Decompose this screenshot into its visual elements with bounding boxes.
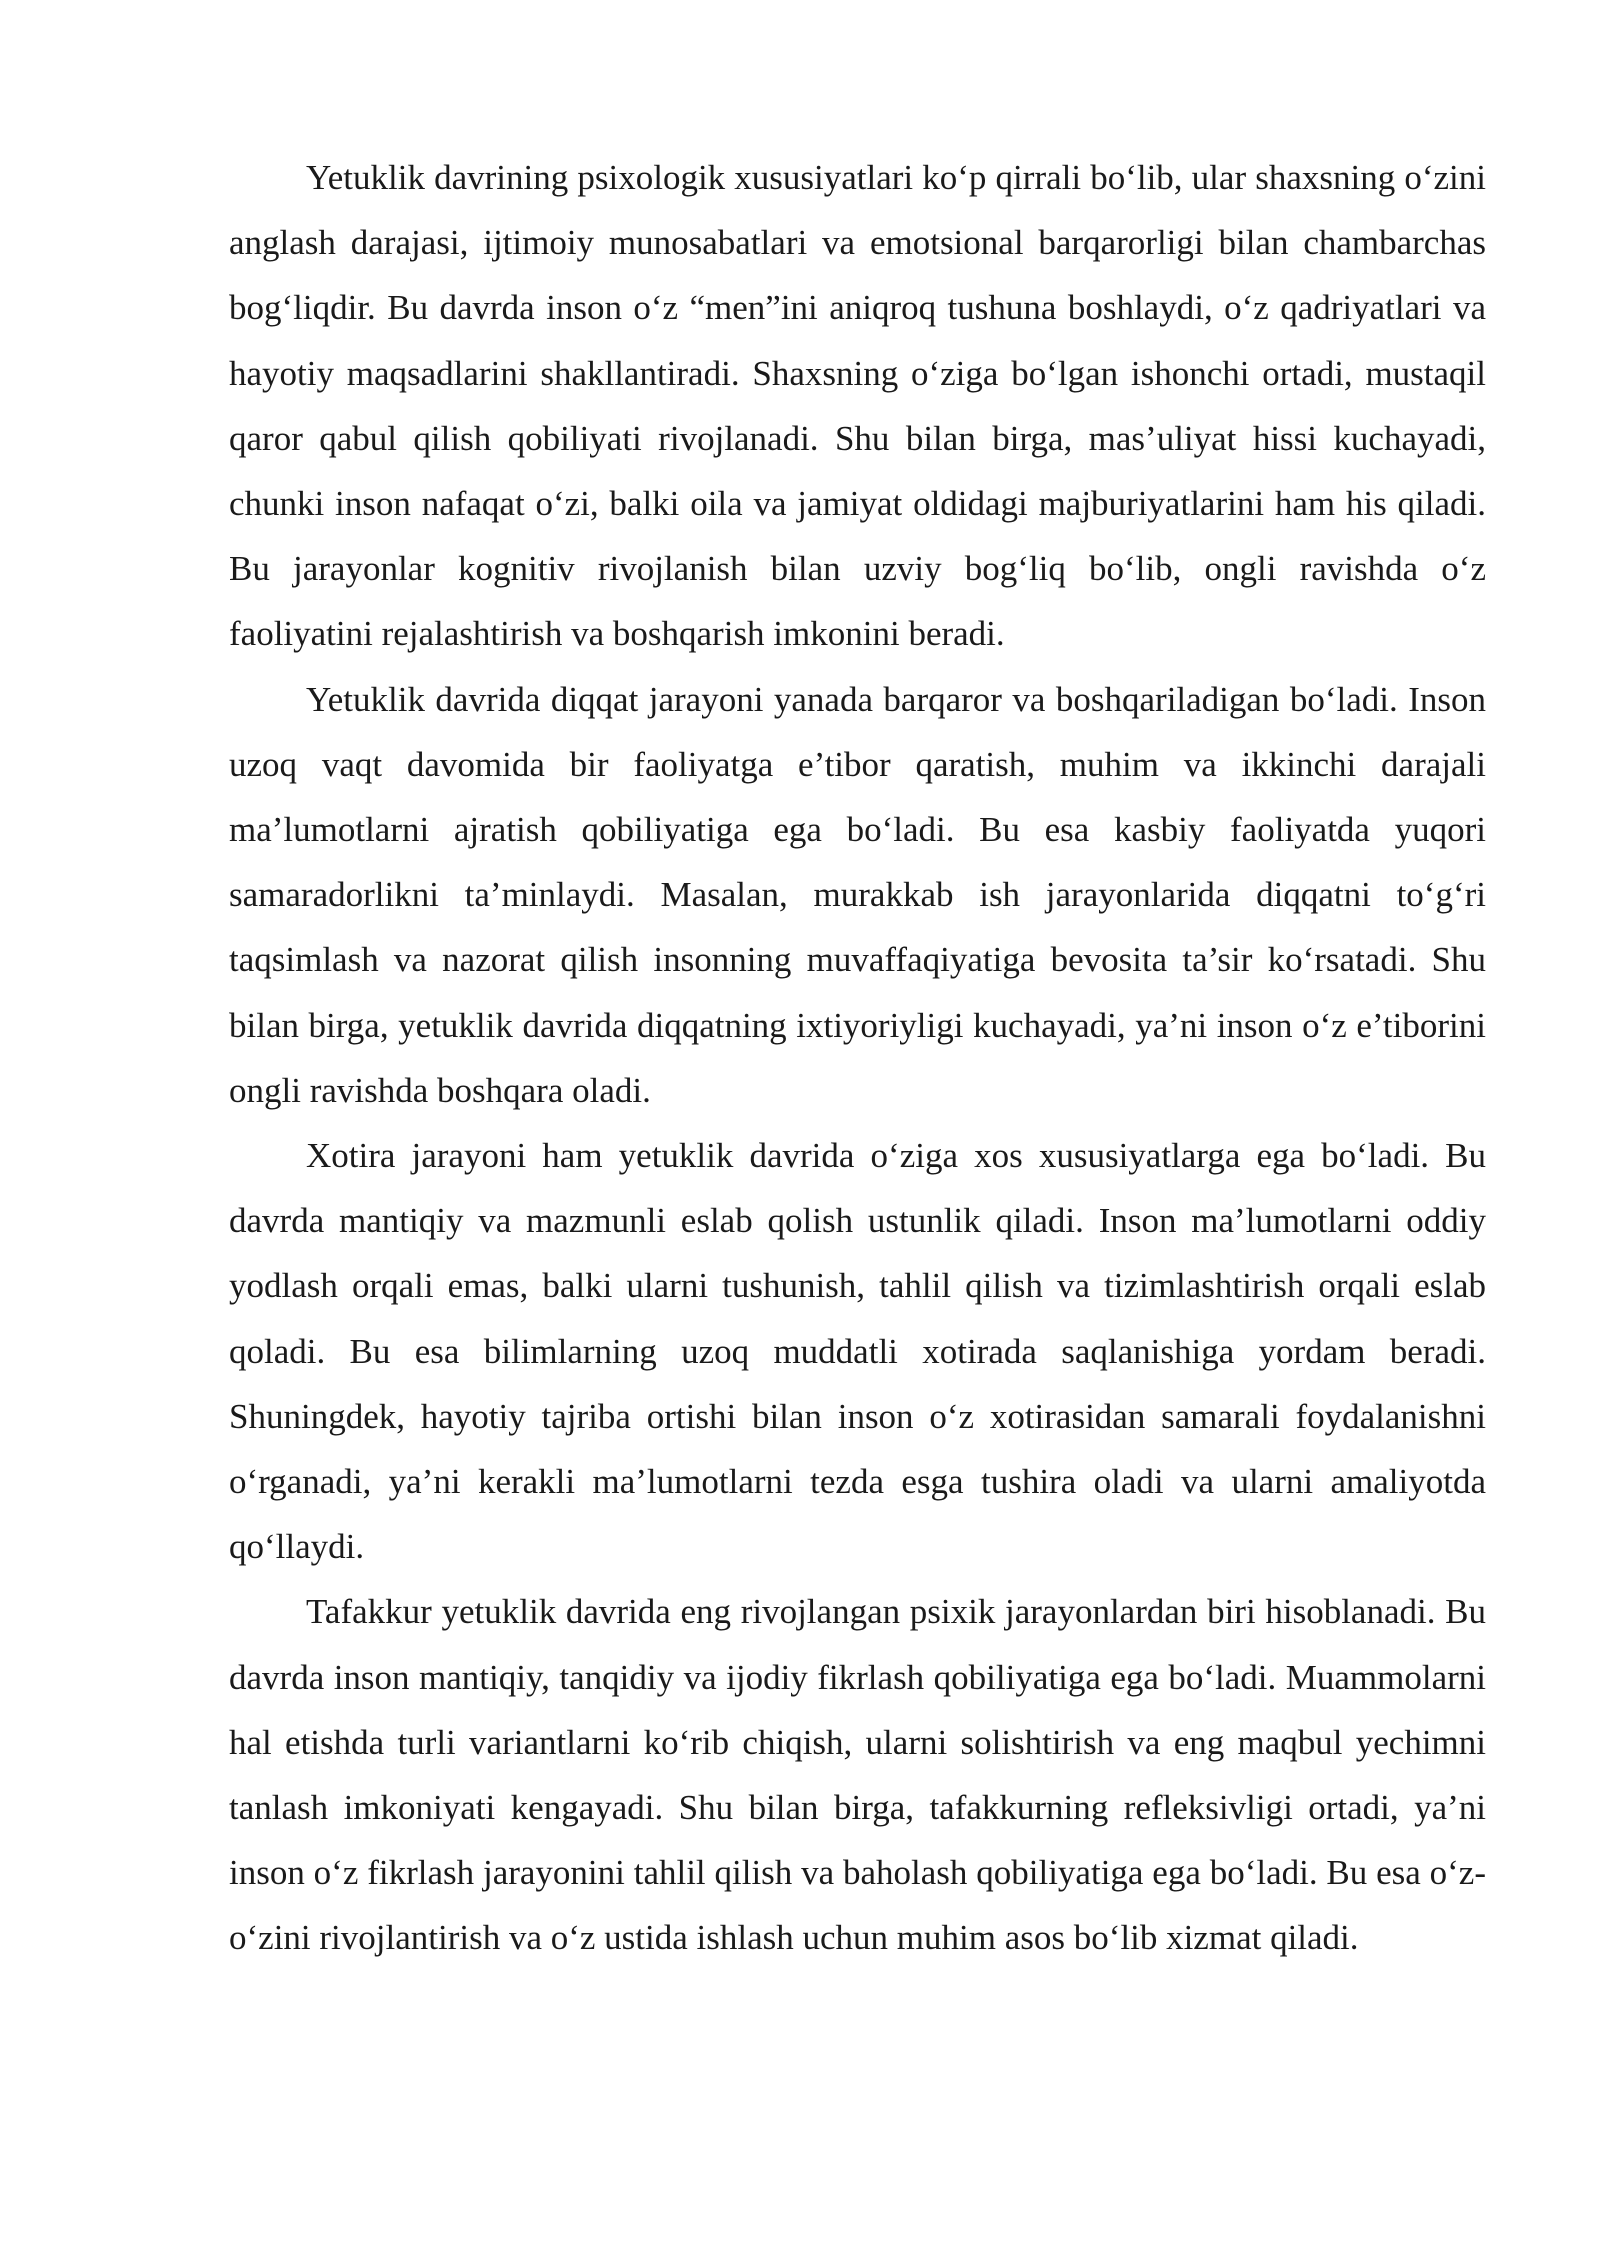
document-body — [229, 145, 1486, 1971]
paragraph-thinking: Tafakkur yetuklik davrida eng rivojlangan psixik jarayonlardan biri hisoblanadi. Bu davrda inson mantiqiy, tanqidiy va ijodiy fikrlash qobiliyatiga ega bo‘ladi. Muammolarni hal etishda turli variantlarni ko‘rib chiqish, ularni solishtirish va eng maqbul yechimni tanlash imkoniyati kengayadi. Shu bilan birga, tafakkurning refleksivligi ortadi, ya’ni inson o‘z fikrlash jarayonini tahlil qilish va baholash qobiliyatiga ega bo‘ladi. Bu esa o‘z-o‘zini rivojlantirish va o‘z ustida ishlash uchun muhim asos bo‘lib xizmat qiladi. — [229, 1592, 1486, 1958]
paragraph-attention: Yetuklik davrida diqqat jarayoni yanada barqaror va boshqariladigan bo‘ladi. Inson uzoq vaqt davomida bir faoliyatga e’tibor qaratish, muhim va ikkinchi darajali ma’lumotlarni ajratish qobiliyatiga ega bo‘ladi. Bu esa kasbiy faoliyatda yuqori samaradorlikni ta’minlaydi. Masalan, murakkab ish jarayonlarida diqqatni to‘g‘ri taqsimlash va nazorat qilish insonning muvaffaqiyatiga bevosita ta’sir ko‘rsatadi. Shu bilan birga, yetuklik davrida diqqatning ixtiyoriyligi kuchayadi, ya’ni inson o‘z e’tiborini ongli ravishda boshqara oladi. — [229, 679, 1486, 1110]
paragraph-personality-traits: Yetuklik davrining psixologik xususiyatlari ko‘p qirrali bo‘lib, ular shaxsning o‘zini anglash darajasi, ijtimoiy munosabatlari va emotsional barqarorligi bilan chambarchas bog‘liqdir. Bu davrda inson o‘z “men”ini aniqroq tushuna boshlaydi, o‘z qadriyatlari va hayotiy maqsadlarini shakllantiradi. Shaxsning o‘ziga bo‘lgan ishonchi ortadi, mustaqil qaror qabul qilish qobiliyati rivojlanadi. Shu bilan birga, mas’uliyat hissi kuchayadi, chunki inson nafaqat o‘zi, balki oila va jamiyat oldidagi majburiyatlarini ham his qiladi. Bu jarayonlar kognitiv rivojlanish bilan uzviy bog‘liq bo‘lib, ongli ravishda o‘z faoliyatini rejalashtirish va boshqarish imkonini beradi. — [229, 158, 1486, 654]
paragraph-memory: Xotira jarayoni ham yetuklik davrida o‘ziga xos xususiyatlarga ega bo‘ladi. Bu davrda mantiqiy va mazmunli eslab qolish ustunlik qiladi. Inson ma’lumotlarni oddiy yodlash orqali emas, balki ularni tushunish, tahlil qilish va tizimlashtirish orqali eslab qoladi. Bu esa bilimlarning uzoq muddatli xotirada saqlanishiga yordam beradi. Shuningdek, hayotiy tajriba ortishi bilan inson o‘z xotirasidan samarali foydalanishni o‘rganadi, ya’ni kerakli ma’lumotlarni tezda esga tushira oladi va ularni amaliyotda qo‘llaydi. — [229, 1136, 1486, 1567]
